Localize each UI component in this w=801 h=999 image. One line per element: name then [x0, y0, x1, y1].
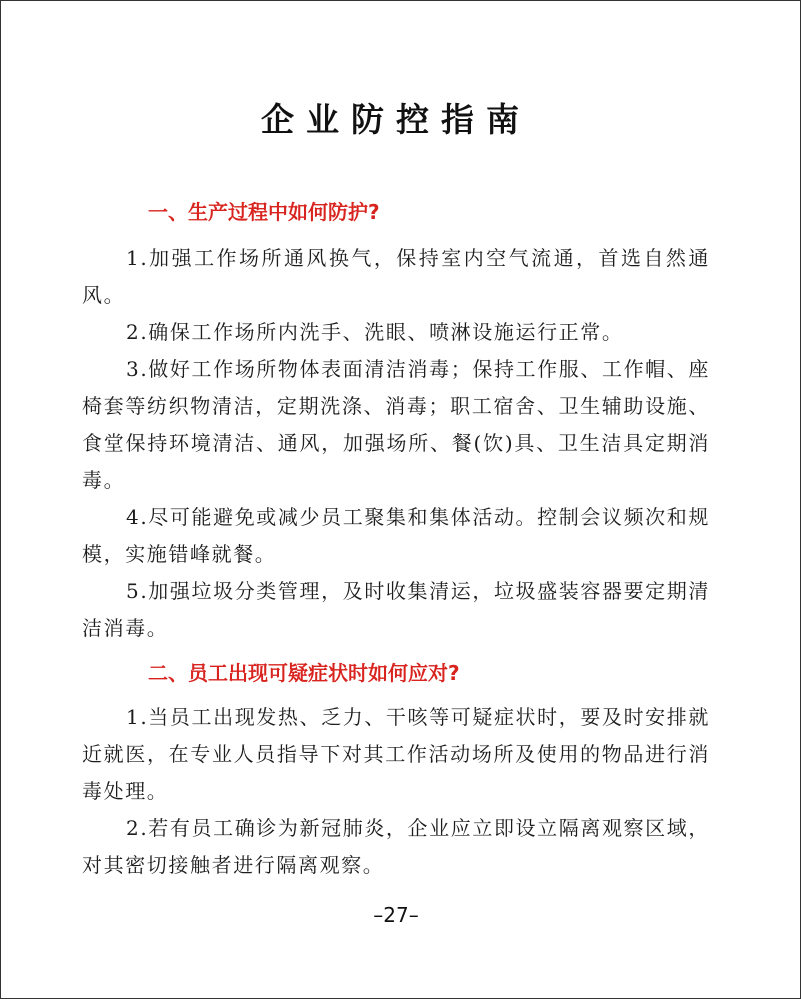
paragraph: 1.加强工作场所通风换气，保持室内空气流通，首选自然通风。: [82, 246, 710, 307]
paragraph: 1.当员工出现发热、乏力、干咳等可疑症状时，要及时安排就近就医，在专业人员指导下对其工作活动场所及使用的物品进行消毒处理。: [82, 705, 710, 803]
section-heading-1: 一、生产过程中如何防护?: [148, 200, 380, 224]
paragraph: 2.若有员工确诊为新冠肺炎，企业应立即设立隔离观察区域，对其密切接触者进行隔离观察。: [82, 816, 710, 877]
paragraph: 4.尽可能避免或减少员工聚集和集体活动。控制会议频次和规模，实施错峰就餐。: [82, 505, 710, 566]
paragraph: 2.确保工作场所内洗手、洗眼、喷淋设施运行正常。: [126, 320, 624, 344]
section-heading-2: 二、员工出现可疑症状时如何应对?: [148, 661, 460, 685]
paragraph: 5.加强垃圾分类管理，及时收集清运，垃圾盛装容器要定期清洁消毒。: [82, 579, 710, 640]
page-title: 企业防控指南: [261, 100, 531, 139]
page-number: –27–: [373, 903, 419, 927]
paragraph: 3.做好工作场所物体表面清洁消毒；保持工作服、工作帽、座椅套等纺织物清洁，定期洗涤、消毒；职工宿舍、卫生辅助设施、食堂保持环境清洁、通风，加强场所、餐(饮)具、卫生洁具定期消毒。: [82, 357, 710, 492]
